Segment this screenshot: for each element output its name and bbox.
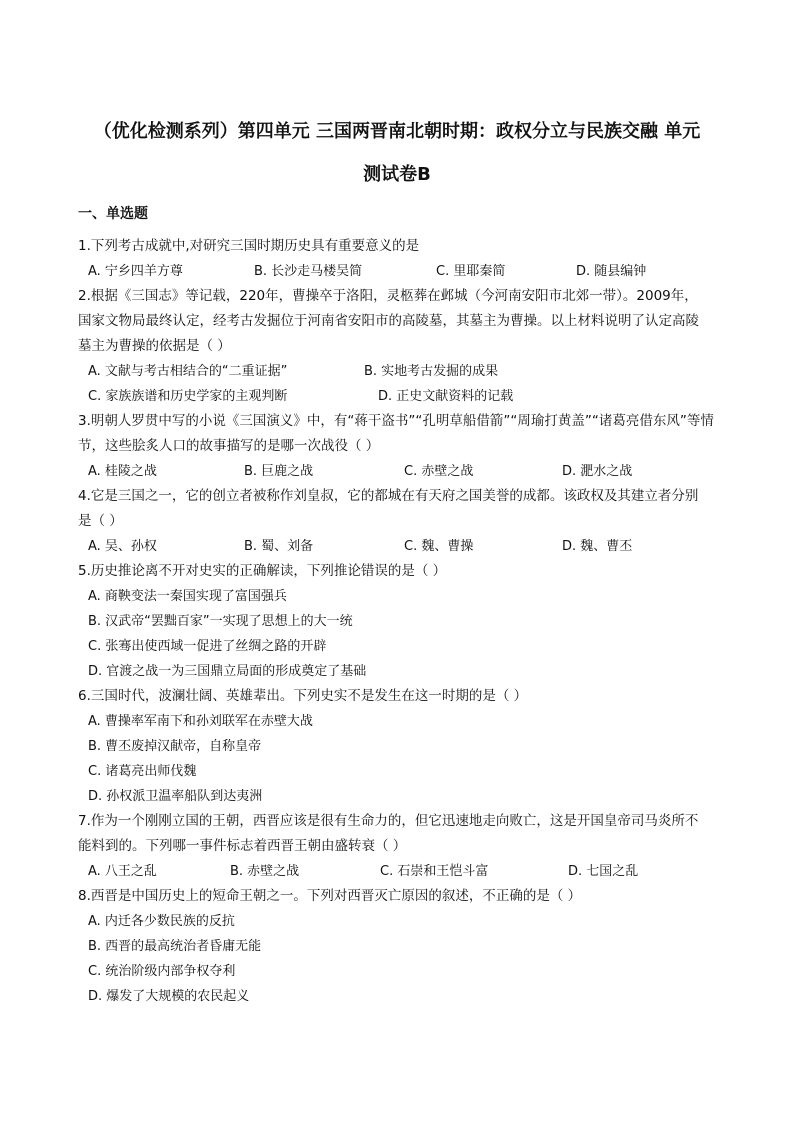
question-stem: 节，这些脍炙人口的故事描写的是哪一次战役（ ） [78, 438, 380, 454]
option-d: D. 官渡之战一为三国鼎立局面的形成奠定了基础 [88, 664, 367, 679]
option-a: A. 曹操率军南下和孙刘联军在赤壁大战 [88, 714, 313, 729]
option-d: D. 七国之乱 [568, 864, 639, 879]
option-a: A. 宁乡四羊方尊 [88, 264, 183, 279]
option-c: C. 赤壁之战 [404, 464, 474, 479]
option-c: C. 家族族谱和历史学家的主观判断 [88, 389, 288, 404]
option-b: B. 曹丕废掉汉献帝，自称皇帝 [88, 739, 262, 754]
option-a: A. 八王之乱 [88, 864, 157, 879]
option-c: C. 张骞出使西域一促进了丝绸之路的开辟 [88, 639, 327, 654]
option-b: B. 长沙走马楼吴简 [254, 264, 363, 279]
option-d: D. 随县编钟 [576, 264, 647, 279]
question-stem: 1.下列考古成就中,对研究三国时期历史具有重要意义的是 [78, 238, 420, 254]
question-stem: 3.明朝人罗贯中写的小说《三国演义》中，有“蒋干盗书”“孔明草船借箭”“周瑜打黄盖”“诸葛亮借东风”等情 [78, 413, 714, 429]
option-a: A. 文献与考古相结合的“二重证据” [88, 364, 288, 379]
option-d: D. 淝水之战 [562, 464, 633, 479]
question-4 [78, 484, 718, 534]
option-b: B. 赤壁之战 [230, 864, 300, 879]
question-6 [78, 684, 718, 709]
question-stem: 墓主为曹操的依据是（ ） [78, 338, 231, 354]
section-heading: 一、单选题 [78, 206, 148, 222]
question-2 [78, 284, 718, 359]
option-c: C. 里耶秦简 [436, 264, 506, 279]
question-stem: 是（ ） [78, 513, 123, 529]
document-title-line2: 测试卷B [363, 164, 431, 185]
question-4-options [88, 534, 728, 559]
option-a: A. 内迁各少数民族的反抗 [88, 914, 235, 929]
question-stem: 4.它是三国之一，它的创立者被称作刘皇叔，它的都城在有天府之国美誉的成都。该政权及其建立者分别 [78, 488, 699, 504]
question-5 [78, 559, 718, 584]
question-3-options [88, 459, 728, 484]
question-1 [78, 234, 718, 259]
option-a: A. 桂陵之战 [88, 464, 157, 479]
question-8 [78, 884, 718, 909]
option-b: B. 汉武帝“罢黜百家”一实现了思想上的大一统 [88, 614, 353, 629]
option-b: B. 西晋的最高统治者昏庸无能 [88, 939, 262, 954]
question-1-options [88, 259, 728, 284]
option-d: D. 正史文献资料的记载 [378, 389, 514, 404]
question-2-options-row2 [88, 384, 728, 409]
option-c: C. 诸葛亮出师伐魏 [88, 764, 197, 779]
question-7-options [88, 859, 728, 884]
option-b: B. 蜀、刘备 [244, 539, 314, 554]
option-c: C. 魏、曹操 [404, 539, 474, 554]
option-d: D. 爆发了大规模的农民起义 [88, 989, 250, 1004]
question-3 [78, 409, 718, 459]
option-d: D. 孙权派卫温率船队到达夷洲 [88, 789, 263, 804]
option-c: C. 石崇和王恺斗富 [380, 864, 489, 879]
question-stem: 能料到的。下列哪一事件标志着西晋王朝由盛转衰（ ） [78, 838, 407, 854]
option-a: A. 吴、孙权 [88, 539, 157, 554]
question-stem: 8.西晋是中国历史上的短命王朝之一。下列对西晋灭亡原因的叙述，不正确的是（ ） [78, 888, 582, 904]
option-a: A. 商鞅变法一秦国实现了富国强兵 [88, 589, 287, 604]
option-d: D. 魏、曹丕 [562, 539, 633, 554]
question-stem: 2.根据《三国志》等记载，220年，曹操卒于洛阳，灵柩葬在邺城（今河南安阳市北郊一带）。2009年， [78, 288, 698, 304]
question-stem: 5.历史推论离不开对史实的正确解读，下列推论错误的是（ ） [78, 563, 447, 579]
question-stem: 7.作为一个刚刚立国的王朝，西晋应该是很有生命力的，但它迅速地走向败亡，这是开国皇帝司马炎所不 [78, 813, 699, 829]
document-title-line1: （优化检测系列）第四单元 三国两晋南北朝时期：政权分立与民族交融 单元 [93, 121, 701, 142]
question-stem: 6.三国时代，波澜壮阔、英雄辈出。下列史实不是发生在这一时期的是（ ） [78, 688, 528, 704]
question-2-options-row1 [88, 359, 728, 384]
question-7 [78, 809, 718, 859]
option-b: B. 实地考古发掘的成果 [364, 364, 499, 379]
option-c: C. 统治阶级内部争权夺利 [88, 964, 236, 979]
option-b: B. 巨鹿之战 [244, 464, 314, 479]
question-stem: 国家文物局最终认定，经考古发掘位于河南省安阳市的高陵墓，其墓主为曹操。以上材料说明了认定高陵 [78, 313, 699, 329]
